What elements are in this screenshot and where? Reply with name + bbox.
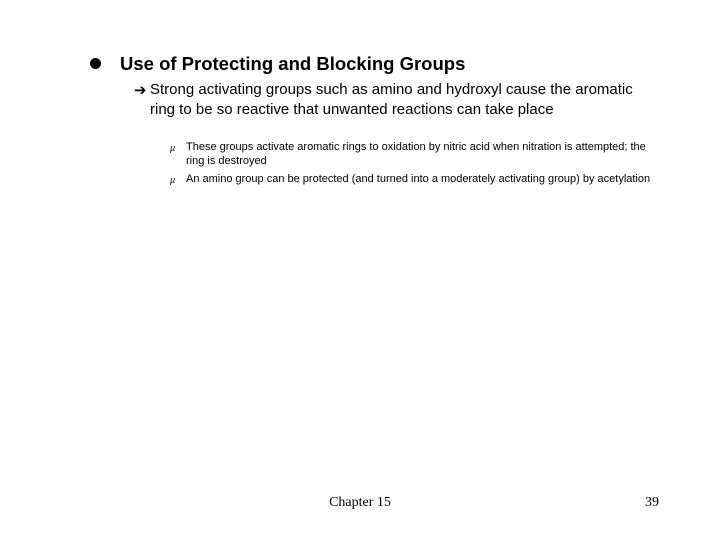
arrow-bullet-icon: ➔ (134, 81, 147, 99)
point-text: Strong activating groups such as amino and hydroxyl cause the aromatic ring to be so reactive that unwanted reactions can take place (150, 81, 633, 118)
subpoint-1 (170, 140, 660, 168)
bullet-level2 (134, 80, 654, 120)
filled-circle-bullet-icon (90, 58, 101, 69)
subpoint-text: These groups activate aromatic rings to oxidation by nitric acid when nitration is attempted; the ring is destroyed (186, 141, 646, 167)
footer-page-number: 39 (645, 495, 659, 510)
subpoint-text: An amino group can be protected (and turned into a moderately activating group) by acetylation (186, 173, 651, 185)
subpoint-bullet-icon: µ (170, 143, 176, 153)
slide-heading: Use of Protecting and Blocking Groups (120, 53, 466, 74)
subpoint-bullet-icon: µ (170, 175, 176, 185)
footer-chapter: Chapter 15 (329, 495, 391, 510)
subpoint-2 (170, 172, 660, 186)
